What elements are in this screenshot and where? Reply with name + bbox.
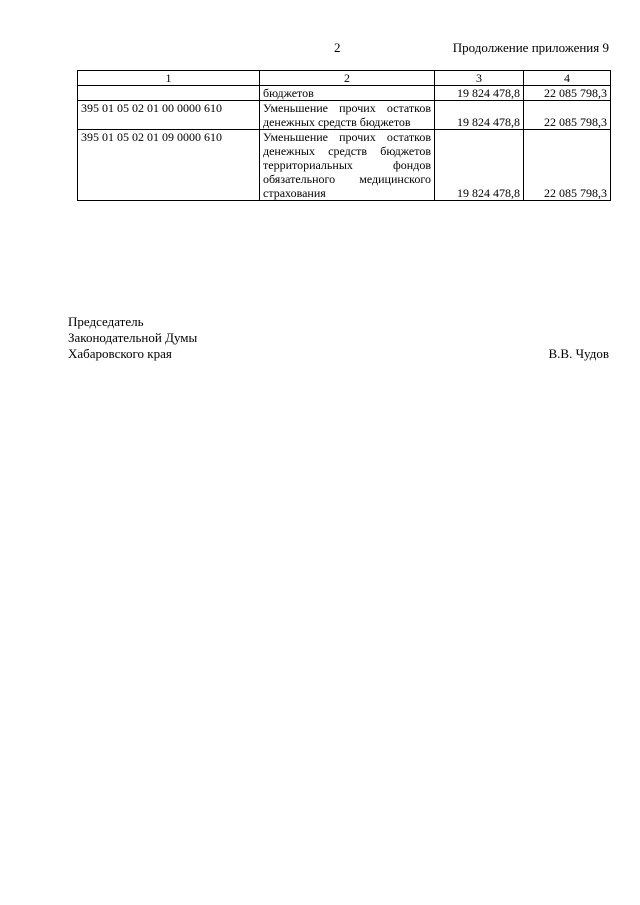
table-row (78, 101, 611, 130)
row-value-4: 22 085 798,3 (524, 86, 611, 101)
row-code: 395 01 05 02 01 00 0000 610 (78, 101, 260, 130)
row-value-3: 19 824 478,8 (435, 86, 524, 101)
table-header-row (78, 71, 611, 86)
signature-block (68, 314, 197, 362)
row-code (78, 86, 260, 101)
row-value-4: 22 085 798,3 (524, 101, 611, 130)
signature-title-line: Председатель (68, 314, 144, 329)
continuation-label: Продолжение приложения 9 (452, 40, 609, 55)
row-code: 395 01 05 02 01 09 0000 610 (78, 130, 260, 201)
row-value-3: 19 824 478,8 (435, 101, 524, 130)
column-number: 3 (435, 71, 524, 86)
row-name: Уменьшение прочих остатков денежных средств бюджетов (260, 101, 435, 130)
signer-name: В.В. Чудов (548, 346, 609, 361)
table-row (78, 86, 611, 101)
table-row (78, 130, 611, 201)
row-value-3: 19 824 478,8 (435, 130, 524, 201)
signature-title-line: Законодательной Думы (68, 330, 198, 345)
row-value-4: 22 085 798,3 (524, 130, 611, 201)
signature-title-line: Хабаровского края (68, 346, 172, 361)
column-number: 2 (260, 71, 435, 86)
column-number: 1 (78, 71, 260, 86)
column-number: 4 (524, 71, 611, 86)
budget-table (77, 70, 611, 201)
row-name: бюджетов (260, 86, 435, 101)
row-name: Уменьшение прочих остатков денежных средств бюджетов территориальных фондов обязательного медицинского страхования (260, 130, 435, 201)
page-number: 2 (334, 40, 341, 55)
